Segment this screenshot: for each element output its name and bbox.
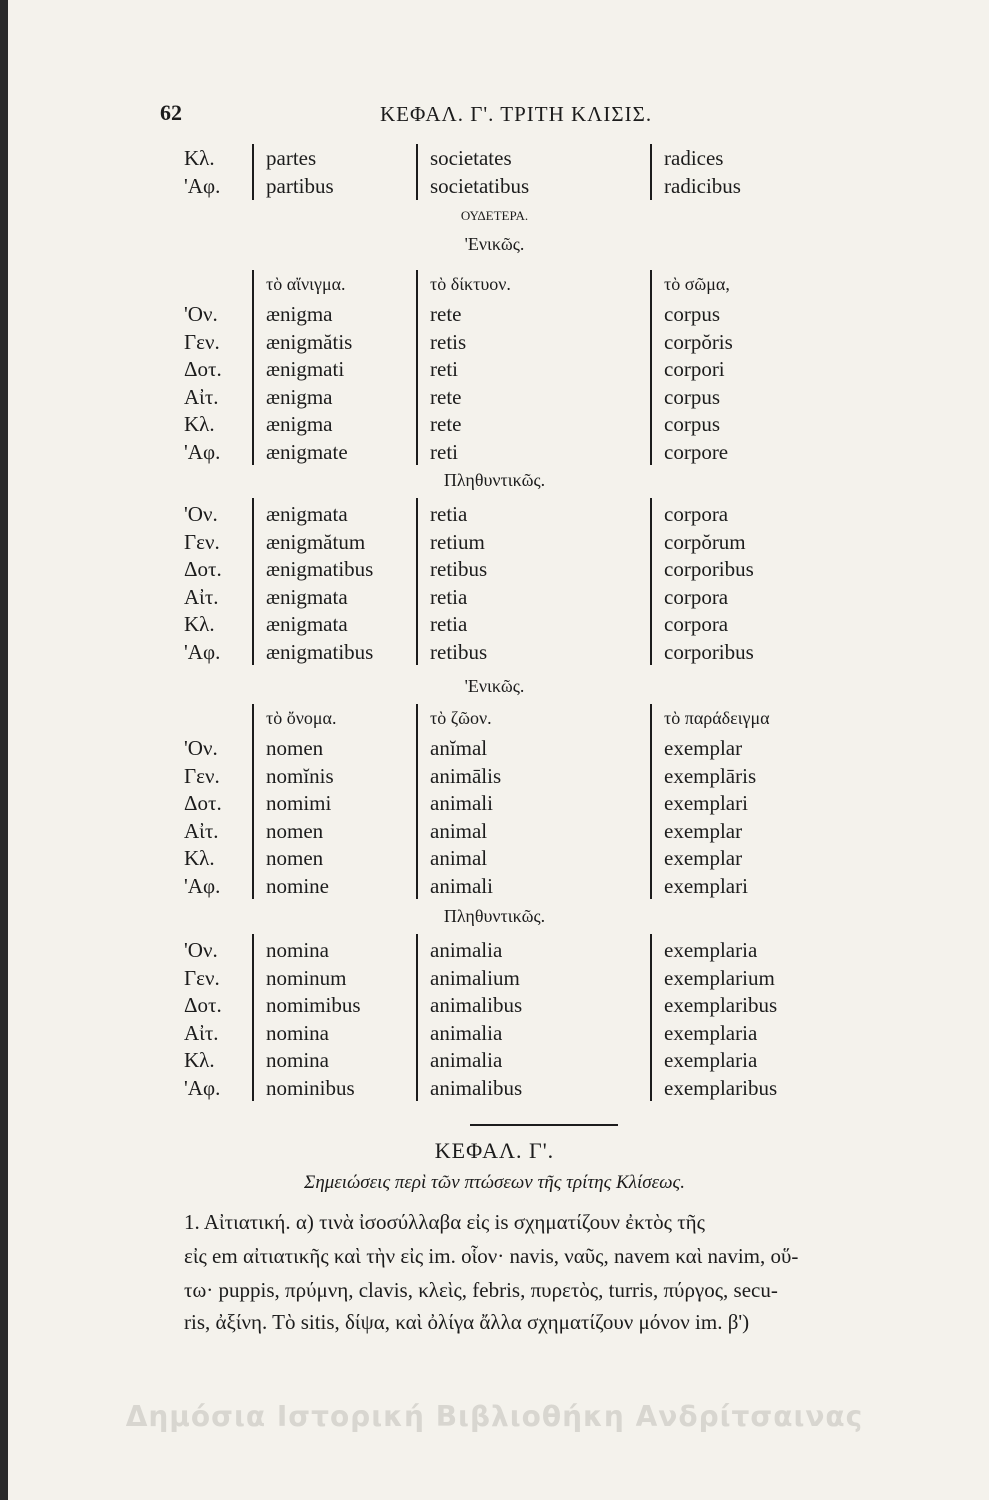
second-column-form: animalibus	[430, 993, 523, 1017]
table-row	[0, 146, 989, 174]
case-label: 'Αφ.	[184, 873, 221, 898]
first-column-form: nomimi	[266, 791, 332, 815]
table-row	[0, 502, 989, 530]
column-separator	[416, 498, 418, 665]
number-label: Πληθυντικῶς.	[443, 470, 546, 490]
first-column-form: ænigmatibus	[266, 639, 374, 664]
column-separator	[252, 934, 254, 1101]
first-column-form: nomine	[266, 873, 329, 898]
first-column-form: ænigmate	[266, 439, 348, 464]
case-label: 'Ον.	[184, 938, 218, 962]
third-column-form: exemplari	[664, 791, 748, 815]
first-column-form: nomen	[266, 846, 324, 870]
table-row	[0, 640, 989, 668]
third-column-form: exemplar	[664, 736, 743, 760]
case-label: 'Ον.	[184, 302, 218, 326]
table-row	[0, 791, 989, 819]
case-label: Δοτ.	[184, 993, 222, 1017]
table-row	[0, 440, 989, 468]
second-column-form: animalia	[430, 1048, 503, 1072]
case-label: Δοτ.	[184, 557, 222, 581]
case-label: 'Ον.	[184, 502, 218, 526]
third-column-form: corpora	[664, 612, 729, 636]
third-column-form: corpus	[664, 302, 720, 326]
third-column-form: exemplaribus	[664, 1075, 778, 1100]
table-row	[0, 764, 989, 792]
case-label: Γεν.	[184, 329, 220, 354]
first-column-form: nomina	[266, 1020, 329, 1045]
first-column-form: partes	[266, 146, 317, 170]
column-separator	[416, 934, 418, 1101]
second-column-form: animali	[430, 791, 493, 815]
table-row	[0, 874, 989, 902]
case-label: 'Αφ.	[184, 1075, 221, 1100]
third-column-form: exemplari	[664, 873, 748, 898]
table-row	[0, 412, 989, 440]
first-column-form: nomen	[266, 736, 324, 760]
third-column-form: corpora	[664, 502, 729, 526]
case-label: Κλ.	[184, 412, 215, 436]
third-column-form: exemplāris	[664, 763, 757, 788]
third-column-form: radices	[664, 146, 724, 170]
first-column-form: ænigmatibus	[266, 557, 374, 581]
column-separator	[650, 144, 652, 200]
case-label: Κλ.	[184, 612, 215, 636]
third-column-form: corpŏrum	[664, 529, 746, 554]
third-column-form: exemplaribus	[664, 993, 778, 1017]
case-label: 'Αφ.	[184, 174, 221, 198]
chapter-divider	[470, 1124, 618, 1126]
third-column-form: exemplar	[664, 818, 743, 843]
headword: τὸ ζῶον.	[430, 708, 492, 728]
chapter-title: ΚΕΦΑΛ. Γ'.	[434, 1138, 555, 1163]
first-column-form: ænigmata	[266, 584, 348, 609]
third-column-form: corpora	[664, 584, 729, 609]
third-column-form: exemplaria	[664, 1020, 758, 1045]
case-label: Δοτ.	[184, 791, 222, 815]
table-row	[0, 585, 989, 613]
headword: τὸ ὄνομα.	[266, 708, 337, 728]
column-separator	[650, 498, 652, 665]
paragraph-line: ris, ἀξίνη. Τὸ sitis, δίψα, καὶ ὀλίγα ἄλλα σχηματίζουν μόνον im. β')	[184, 1310, 750, 1334]
first-column-form: nominum	[266, 965, 347, 990]
first-column-form: ænigmătis	[266, 329, 353, 354]
second-column-form: rete	[430, 412, 462, 436]
table-row	[0, 302, 989, 330]
first-column-form: nomimibus	[266, 993, 361, 1017]
case-label: Αἰτ.	[184, 1020, 219, 1045]
first-column-form: nomĭnis	[266, 763, 334, 788]
table-row	[0, 819, 989, 847]
second-column-form: retia	[430, 502, 468, 526]
case-label: Αἰτ.	[184, 584, 219, 609]
headword: τὸ παράδειγμα	[664, 708, 770, 728]
second-column-form: retium	[430, 529, 485, 554]
case-label: Δοτ.	[184, 357, 222, 381]
first-column-form: nominibus	[266, 1075, 355, 1100]
table-row	[0, 330, 989, 358]
third-column-form: exemplarium	[664, 965, 775, 990]
first-column-form: ænigma	[266, 412, 333, 436]
first-column-form: ænigmătum	[266, 529, 366, 554]
first-column-form: ænigmata	[266, 612, 348, 636]
case-label: Γεν.	[184, 965, 220, 990]
column-separator	[416, 270, 418, 465]
first-column-form: ænigmata	[266, 502, 348, 526]
table-row	[0, 385, 989, 413]
first-column-form: ænigma	[266, 302, 333, 326]
column-separator	[252, 270, 254, 465]
table-row	[0, 846, 989, 874]
table-row	[0, 993, 989, 1021]
table-row	[0, 357, 989, 385]
third-column-form: exemplaria	[664, 1048, 758, 1072]
third-column-form: corpore	[664, 439, 729, 464]
case-label: Αἰτ.	[184, 818, 219, 843]
number-label: 'Ενικῶς.	[464, 676, 525, 696]
second-column-form: retibus	[430, 557, 488, 581]
second-column-form: retibus	[430, 639, 488, 664]
headword-row	[0, 274, 989, 302]
table-row	[0, 1021, 989, 1049]
column-separator	[416, 704, 418, 899]
case-label: Αἰτ.	[184, 384, 219, 409]
paragraph-line: εἰς em αἰτιατικῆς καὶ τὴν εἰς im. οἷον· navis, ναῦς, navem καὶ navim, οὕ-	[184, 1244, 799, 1268]
second-column-form: animālis	[430, 763, 502, 788]
second-column-form: animalibus	[430, 1075, 523, 1100]
second-column-form: animalia	[430, 1020, 503, 1045]
headword: τὸ σῶμα,	[664, 274, 730, 294]
case-label: Γεν.	[184, 763, 220, 788]
case-label: Γεν.	[184, 529, 220, 554]
paragraph-line: 1. Αἰτιατική. α) τινὰ ἰσοσύλλαβα εἰς is σχηματίζουν ἐκτὸς τῆς	[184, 1210, 705, 1234]
first-column-form: ænigma	[266, 384, 333, 409]
library-watermark: Δημόσια Ιστορική Βιβλιοθήκη Ανδρίτσαινας	[125, 1400, 864, 1433]
table-row	[0, 966, 989, 994]
second-column-form: rete	[430, 384, 462, 409]
second-column-form: animal	[430, 846, 488, 870]
chapter-subtitle: Σημειώσεις περὶ τῶν πτώσεων τῆς τρίτης Κλίσεως.	[304, 1172, 685, 1193]
second-column-form: societatibus	[430, 174, 530, 198]
second-column-form: rete	[430, 302, 462, 326]
third-column-form: corporibus	[664, 557, 754, 581]
third-column-form: corpŏris	[664, 329, 733, 354]
table-row	[0, 1076, 989, 1104]
column-separator	[416, 144, 418, 200]
second-column-form: animalium	[430, 965, 520, 990]
column-separator	[252, 144, 254, 200]
first-column-form: ænigmati	[266, 357, 345, 381]
third-column-form: radicibus	[664, 174, 741, 198]
case-label: Κλ.	[184, 1048, 215, 1072]
column-separator	[650, 704, 652, 899]
table-row	[0, 736, 989, 764]
number-label: 'Ενικῶς.	[464, 234, 525, 254]
table-row	[0, 557, 989, 585]
first-column-form: nomina	[266, 1048, 329, 1072]
second-column-form: societates	[430, 146, 512, 170]
headword-row	[0, 708, 989, 736]
second-column-form: anĭmal	[430, 736, 488, 760]
table-row	[0, 174, 989, 202]
headword: τὸ δίκτυον.	[430, 274, 511, 294]
second-column-form: animalia	[430, 938, 503, 962]
case-label: 'Αφ.	[184, 439, 221, 464]
number-label: Πληθυντικῶς.	[443, 906, 546, 926]
first-column-form: nomen	[266, 818, 324, 843]
case-label: 'Αφ.	[184, 639, 221, 664]
third-column-form: corpus	[664, 384, 720, 409]
case-label: 'Ον.	[184, 736, 218, 760]
third-column-form: corpori	[664, 357, 725, 381]
second-column-form: retis	[430, 329, 467, 354]
table-row	[0, 612, 989, 640]
table-row	[0, 938, 989, 966]
third-column-form: exemplar	[664, 846, 743, 870]
first-column-form: partibus	[266, 174, 334, 198]
first-column-form: nomina	[266, 938, 329, 962]
case-label: Κλ.	[184, 146, 215, 170]
second-column-form: retia	[430, 612, 468, 636]
table-row	[0, 530, 989, 558]
headword: τὸ αἴνιγμα.	[266, 274, 346, 294]
second-column-form: reti	[430, 357, 458, 381]
column-separator	[252, 498, 254, 665]
second-column-form: animali	[430, 873, 493, 898]
second-column-form: reti	[430, 439, 458, 464]
column-separator	[650, 934, 652, 1101]
third-column-form: corpus	[664, 412, 720, 436]
third-column-form: exemplaria	[664, 938, 758, 962]
paragraph-line: τω· puppis, πρύμνη, clavis, κλεὶς, febris, πυρετὸς, turris, πύργος, secu-	[184, 1278, 778, 1302]
page-header	[160, 100, 860, 134]
page-number: 62	[160, 100, 182, 125]
table-row	[0, 1048, 989, 1076]
case-label: Κλ.	[184, 846, 215, 870]
section-heading: ΟΥΔΕΤΕΡΑ.	[460, 208, 529, 223]
third-column-form: corporibus	[664, 639, 754, 664]
running-title: ΚΕΦΑΛ. Γ'. ΤΡΙΤΗ ΚΛΙΣΙΣ.	[380, 102, 653, 126]
column-separator	[650, 270, 652, 465]
second-column-form: retia	[430, 584, 468, 609]
second-column-form: animal	[430, 818, 488, 843]
column-separator	[252, 704, 254, 899]
